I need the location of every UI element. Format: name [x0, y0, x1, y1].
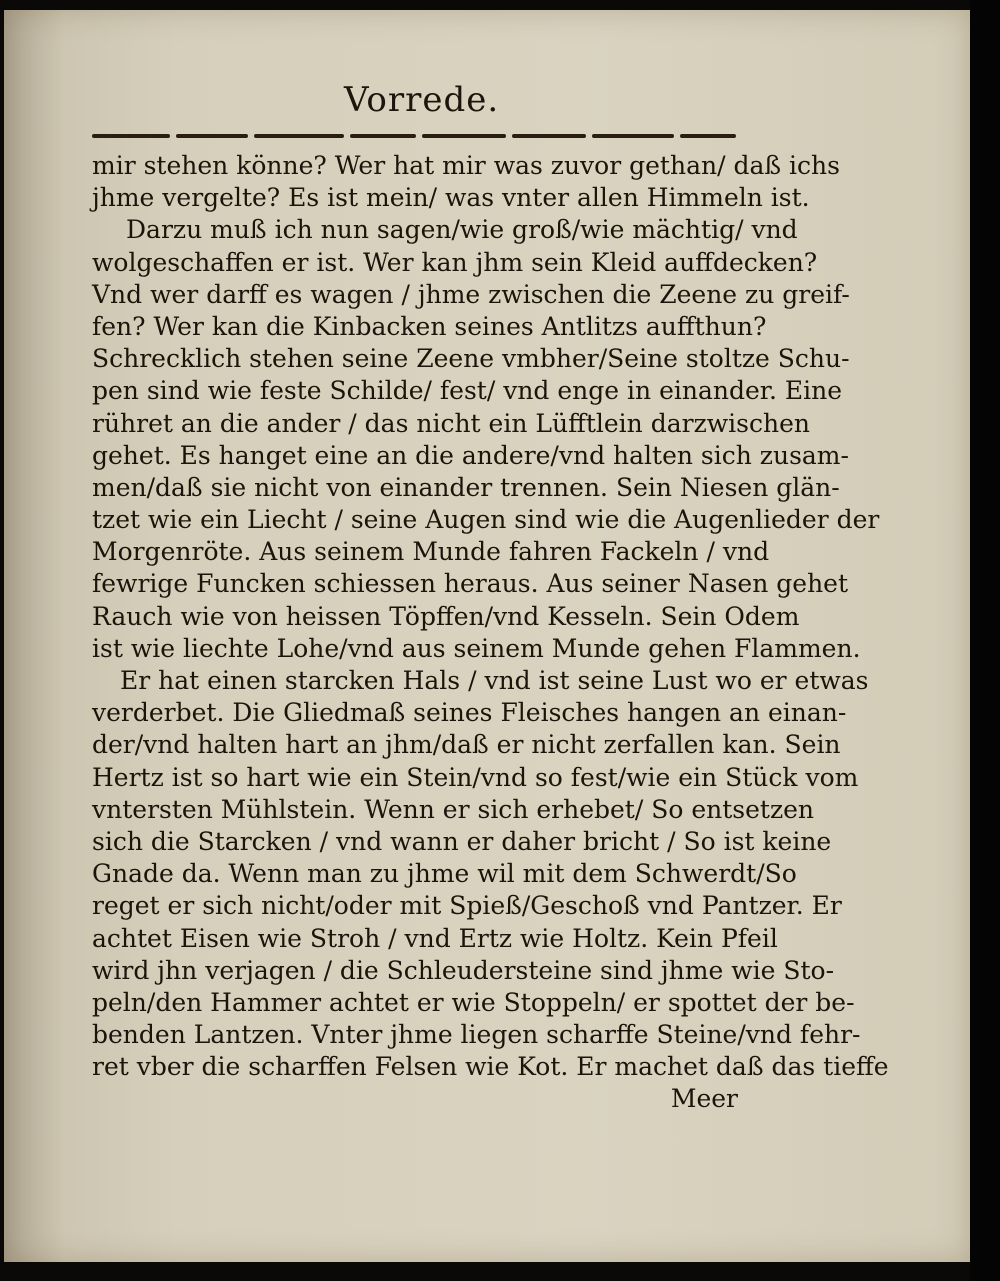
- text-line: reget er sich nicht/oder mit Spieß/Geschoß vnd Pantzer. Er: [92, 891, 842, 921]
- text-line: pen sind wie feste Schilde/ fest/ vnd enge in einander. Eine: [92, 376, 842, 406]
- running-header: Vorrede.: [344, 80, 500, 120]
- text-line: Rauch wie von heissen Töpffen/vnd Kesseln. Sein Odem: [92, 601, 800, 631]
- catchword: Meer: [670, 1084, 738, 1114]
- text-line: peln/den Hammer achtet er wie Stoppeln/ er spottet der be-: [92, 987, 855, 1017]
- text-line: Vnd wer darff es wagen / jhme zwischen die Zeene zu greif-: [92, 279, 850, 309]
- text-line: verderbet. Die Gliedmaß seines Fleisches hangen an einan-: [92, 698, 847, 728]
- text-line: Darzu muß ich nun sagen/wie groß/wie mächtig/ vnd: [126, 215, 798, 245]
- text-line: rühret an die ander / das nicht ein Lüfftlein darzwischen: [92, 408, 810, 438]
- text-line: der/vnd halten hart an jhm/daß er nicht zerfallen kan. Sein: [92, 730, 841, 760]
- body-text: [92, 150, 889, 1116]
- text-line: Gnade da. Wenn man zu jhme wil mit dem Schwerdt/So: [92, 859, 797, 889]
- text-line: achtet Eisen wie Stroh / vnd Ertz wie Holtz. Kein Pfeil: [92, 923, 778, 953]
- text-line: Hertz ist so hart wie ein Stein/vnd so fest/wie ein Stück vom: [92, 762, 859, 792]
- text-line: gehet. Es hanget eine an die andere/vnd halten sich zusam-: [92, 440, 849, 470]
- book-page: [4, 10, 970, 1262]
- text-line: ist wie liechte Lohe/vnd aus seinem Munde gehen Flammen.: [92, 633, 861, 663]
- text-line: men/daß sie nicht von einander trennen. Sein Niesen glän-: [92, 472, 840, 502]
- text-line: benden Lantzen. Vnter jhme liegen scharffe Steine/vnd fehr-: [92, 1020, 861, 1050]
- text-line: Er hat einen starcken Hals / vnd ist seine Lust wo er etwas: [120, 666, 869, 695]
- header-rule: [92, 134, 736, 146]
- text-line: vntersten Mühlstein. Wenn er sich erhebet/ So entsetzen: [92, 794, 815, 824]
- scan-edge: [970, 0, 1000, 1281]
- text-line: mir stehen könne? Wer hat mir was zuvor gethan/ daß ichs: [92, 151, 840, 180]
- text-line: wird jhn verjagen / die Schleudersteine sind jhme wie Sto-: [92, 955, 835, 985]
- text-line: Morgenröte. Aus seinem Munde fahren Fackeln / vnd: [92, 537, 770, 567]
- text-line: ret vber die scharffen Felsen wie Kot. Er machet daß das tieffe: [92, 1052, 889, 1082]
- text-line: jhme vergelte? Es ist mein/ was vnter allen Himmeln ist.: [92, 183, 810, 213]
- text-line: tzet wie ein Liecht / seine Augen sind wie die Augenlieder der: [92, 505, 880, 535]
- text-line: Schrecklich stehen seine Zeene vmbher/Seine stoltze Schu-: [92, 344, 850, 374]
- text-line: wolgeschaffen er ist. Wer kan jhm sein Kleid auffdecken?: [92, 247, 818, 277]
- text-line: sich die Starcken / vnd wann er daher bricht / So ist keine: [92, 826, 832, 856]
- text-line: fewrige Funcken schiessen heraus. Aus seiner Nasen gehet: [92, 569, 849, 599]
- text-line: fen? Wer kan die Kinbacken seines Antlitzs auffthun?: [92, 311, 767, 341]
